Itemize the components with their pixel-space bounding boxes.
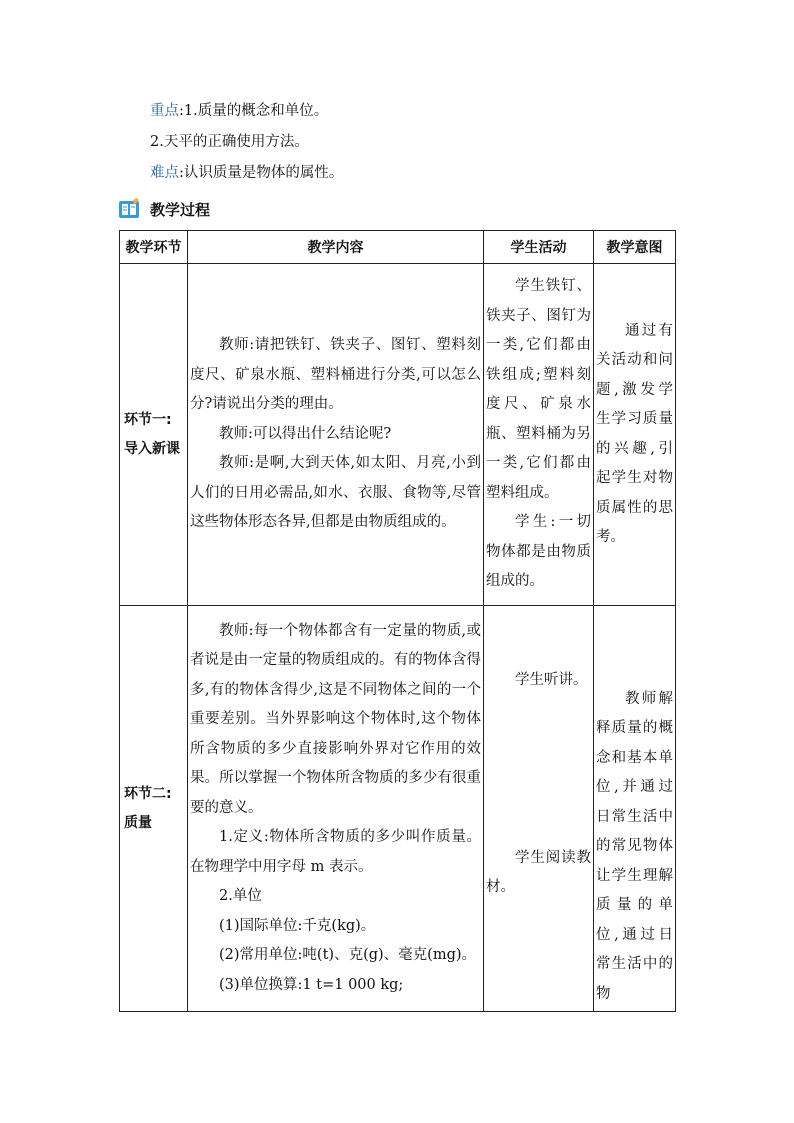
section-title: 教学过程 [150, 200, 211, 219]
stage-cell: 环节一:导入新课 [120, 264, 188, 606]
header-intent: 教学意图 [594, 231, 676, 264]
content-cell: 教师:请把铁钉、铁夹子、图钉、塑料刻度尺、矿泉水瓶、塑料桶进行分类,可以怎么分?请说出分类的理由。 教师:可以得出什么结论呢? 教师:是啊,大到天体,如太阳、月亮,小到人们的日用必需品,如水、衣服、食物等,尽管这些物体形态各异,但都是由物质组成的。 [188, 264, 484, 606]
book-pen-icon [118, 198, 140, 220]
header-stage: 教学环节 [120, 231, 188, 264]
intent-cell: 通过有关活动和问题,激发学生学习质量的兴趣,引起学生对物质属性的思考。 [594, 264, 676, 606]
stage-cell: 环节二:质量 [120, 606, 188, 1012]
key-points [150, 96, 343, 189]
key-point-line-2: 2.天平的正确使用方法。 [150, 134, 309, 150]
lesson-table [119, 230, 676, 1012]
table-row [120, 606, 676, 1012]
section-heading [118, 198, 210, 220]
table-header-row [120, 231, 676, 264]
table-row [120, 264, 676, 606]
header-content: 教学内容 [188, 231, 484, 264]
header-activity: 学生活动 [484, 231, 594, 264]
content-cell: 教师:每一个物体都含有一定量的物质,或者说是由一定量的物质组成的。有的物体含得多,有的物体含得少,这是不同物体之间的一个重要差别。当外界影响这个物体时,这个物体所含物质的多少直接影响外界对它作用的效果。所以掌握一个物体所含物质的多少有很重要的意义。 1.定义:物体所含物质的多少叫作质量。在物理学中用字母 m 表示。 2.单位 (1)国际单位:千克(kg)。 (2)常用单位:吨(t)、克(g)、毫克(mg)。 (3)单位换算:1 t=1 000 kg; [188, 606, 484, 1012]
activity-cell: 学生铁钉、铁夹子、图钉为一类,它们都由铁组成;塑料刻度尺、矿泉水瓶、塑料桶为另一类,它们都由塑料组成。 学生:一切物体都是由物质组成的。 [484, 264, 594, 606]
difficulty-line: 难点:认识质量是物体的属性。 [150, 165, 344, 181]
difficulty-label: 难点 [150, 165, 179, 181]
key-point-label: 重点 [150, 103, 179, 119]
activity-cell: 学生听讲。 学生阅读教材。 [484, 606, 594, 1012]
intent-cell: 教师解释质量的概念和基本单位,并通过日常生活中的常见物体让学生理解质量的单位,通过日常生活中的物 [594, 606, 676, 1012]
key-point-line: 重点:1.质量的概念和单位。 [150, 103, 329, 119]
